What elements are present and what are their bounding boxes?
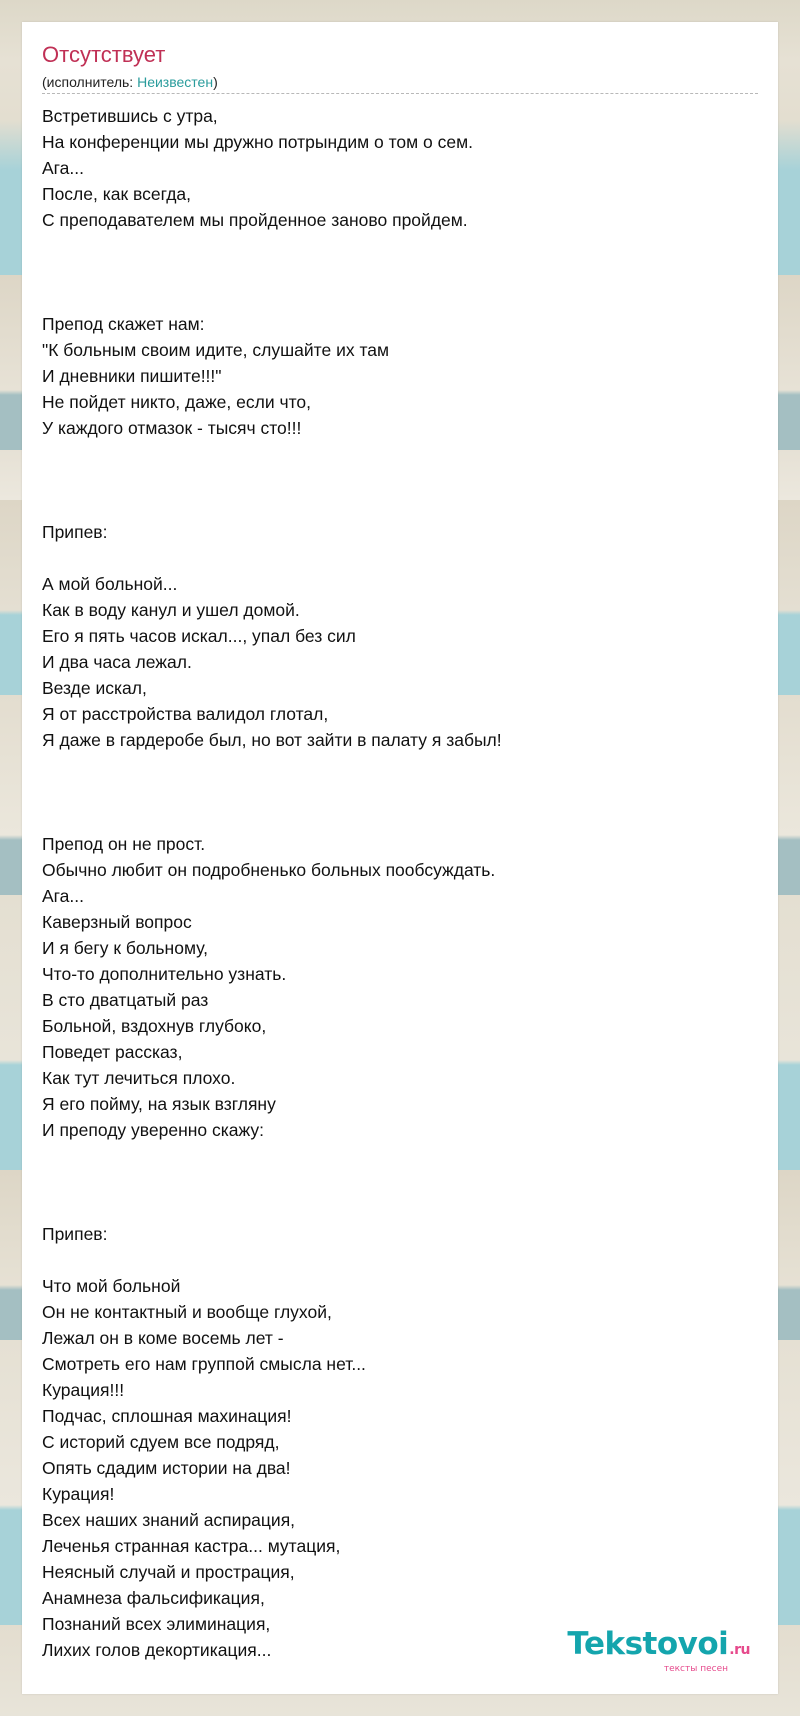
logo-name: Tekstovoi xyxy=(567,1626,729,1662)
site-logo[interactable] xyxy=(567,1628,750,1674)
artist-line xyxy=(42,73,758,94)
artist-link[interactable]: Неизвестен xyxy=(137,74,214,90)
logo-tld: .ru xyxy=(729,1642,750,1658)
logo-tagline: тексты песен xyxy=(663,1664,728,1674)
lyrics-page xyxy=(22,22,778,1694)
lyrics-text: Встретившись с утра, На конференции мы дружно потрындим о том о сем. Ага... После, как всегда, С преподавателем мы пройденное заново пройдем. Препод скажет нам: "К больным своим идите, слушайте их там И дневники пишите!!!" Не пойдет никто, даже, если что, У каждого отмазок - тысяч сто!!! Припев: А мой больной... Как в воду канул и ушел домой. Его я пять часов искал..., упал без сил И два часа лежал. Везде искал, Я от расстройства валидол глотал, Я даже в гардеробе был, но вот зайти в палату я забыл! Препод он не прост. Обычно любит он подробненько больных пообсуждать. Ага... Каверзный вопрос И я бегу к больному, Что-то дополнительно узнать. В сто дватцатый раз Больной, вздохнув глубоко, Поведет рассказ, Как тут лечиться плохо. Я его пойму, на язык взгляну И преподу уверенно скажу: Припев: Что мой больной Он не контактный и вообще глухой, Лежал он в коме восемь лет - Смотреть его нам группой смысла нет... Курация!!! Подчас, сплошная махинация! С историй сдуем все подряд, Опять сдадим истории на два! Курация! Всех наших знаний аспирация, Леченья странная кастра... мутация, Неясный случай и прострация, Анамнеза фальсификация, Познаний всех элиминация, Лихих голов декортикация... xyxy=(42,106,502,1660)
song-title: Отсутствует xyxy=(42,42,166,67)
artist-suffix: ) xyxy=(213,74,218,90)
artist-prefix: (исполнитель: xyxy=(42,74,138,90)
